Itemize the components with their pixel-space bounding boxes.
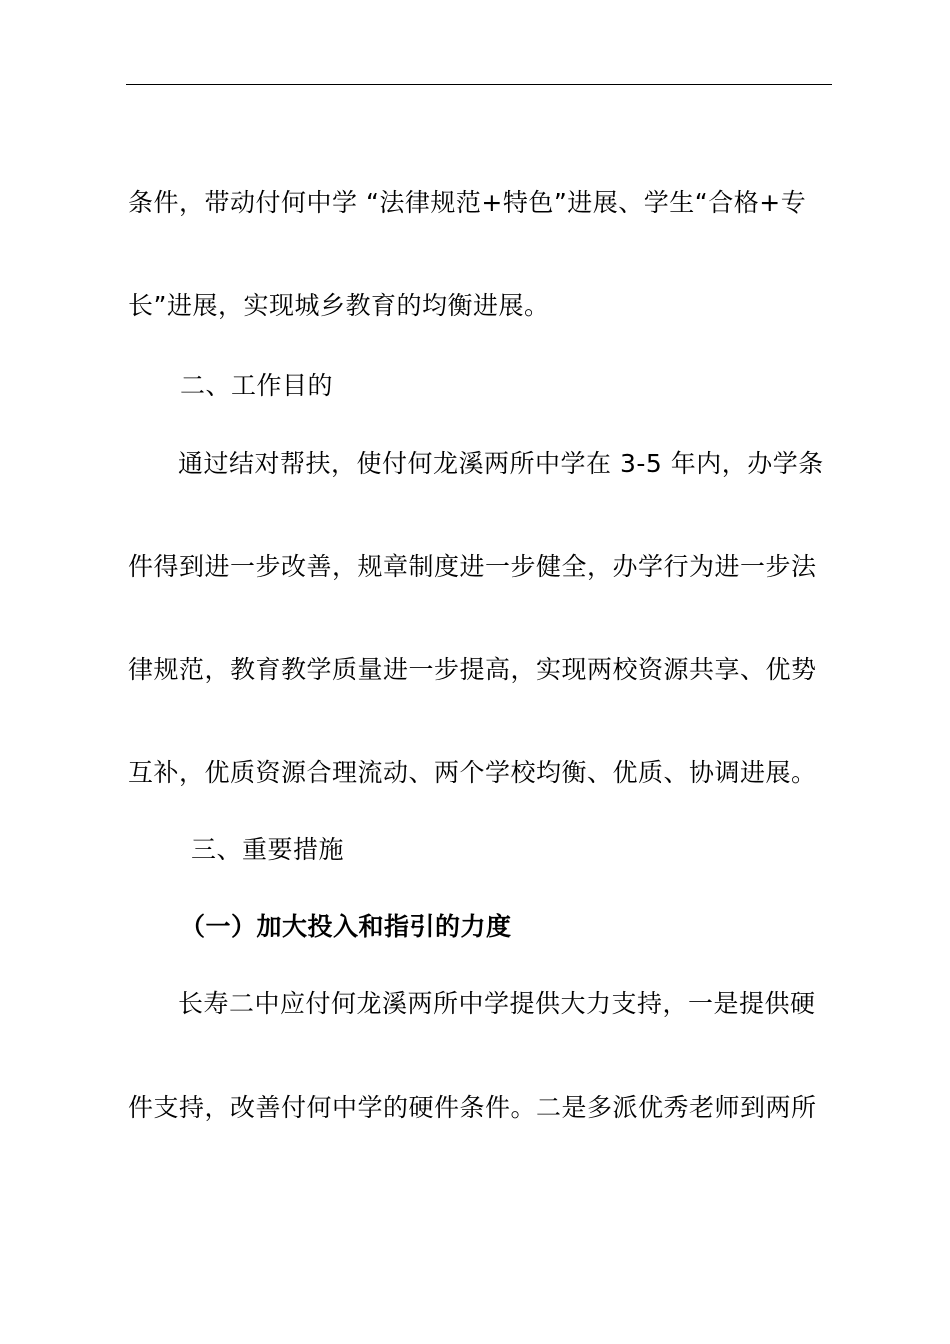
body-text-line: 件支持，改善付何中学的硬件条件。二是多派优秀老师到两所 xyxy=(128,1093,817,1122)
section-heading: 三、重要措施 xyxy=(191,835,345,864)
body-text-line: 律规范，教育教学质量进一步提高，实现两校资源共享、优势 xyxy=(128,655,817,684)
paragraph-first-line: 通过结对帮扶，使付何龙溪两所中学在 3-5 年内，办学条 xyxy=(178,449,824,478)
section-heading: 二、工作目的 xyxy=(180,371,334,400)
body-text-line: 互补，优质资源合理流动、两个学校均衡、优质、协调进展。 xyxy=(128,758,817,787)
body-text-line: 件得到进一步改善，规章制度进一步健全，办学行为进一步法 xyxy=(128,552,817,581)
body-text-line: 条件，带动付何中学 “法律规范+特色”进展、学生“合格+专 xyxy=(128,188,807,217)
subsection-heading: （一）加大投入和指引的力度 xyxy=(180,912,512,941)
paragraph-first-line: 长寿二中应付何龙溪两所中学提供大力支持，一是提供硬 xyxy=(178,989,816,1018)
body-text-line: 长”进展，实现城乡教育的均衡进展。 xyxy=(128,291,550,320)
header-rule xyxy=(126,84,832,85)
